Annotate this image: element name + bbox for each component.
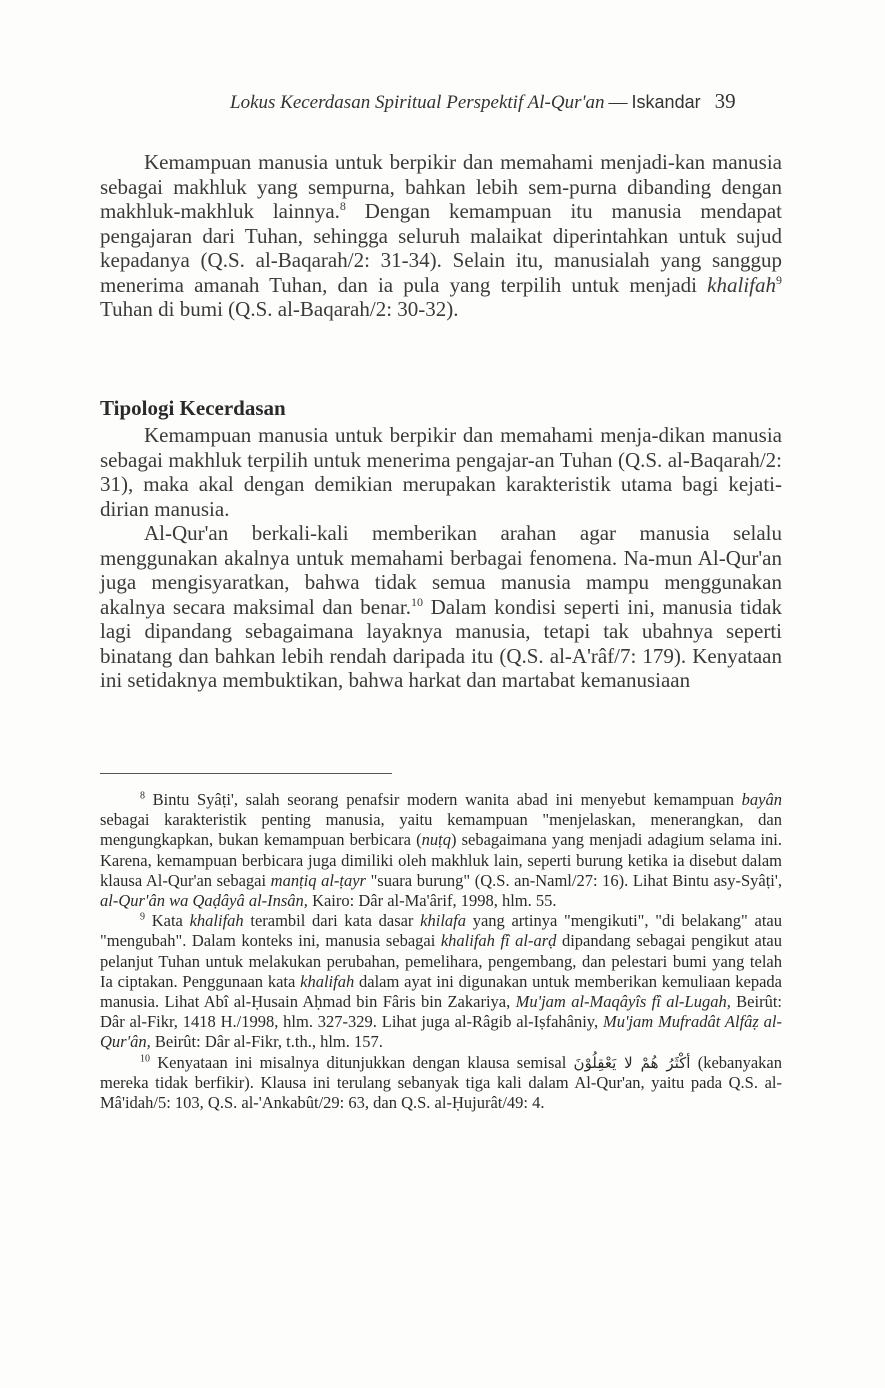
footnotes bbox=[100, 790, 782, 1113]
footnote-8-italic: manṭiq al-ṭayr bbox=[270, 870, 366, 890]
footnote-8-text: Kairo: Dâr al-Ma'ârif, 1998, hlm. 55. bbox=[307, 891, 557, 911]
footnote-8-text: ) sebagaimana yang menjadi adagium selama ini. Karena, kemampuan berbicara juga dimiliki oleh makhluk lain, seperti burung ketika ia disebut dalam klausa Al-Qur'an sebagai bbox=[100, 830, 782, 890]
footnote-8 bbox=[100, 790, 782, 911]
footnote-separator bbox=[100, 773, 392, 774]
footnote-8-italic: nuṭq bbox=[421, 830, 451, 850]
paragraph-1-text-c: Tuhan di bumi (Q.S. al-Baqarah/2: 30-32). bbox=[100, 297, 459, 321]
footnote-ref-9[interactable]: 9 bbox=[776, 272, 782, 287]
footnote-9-italic: khalifah fî al-arḍ bbox=[440, 931, 557, 951]
footnote-8-italic: bayân bbox=[741, 790, 782, 809]
paragraph-3 bbox=[100, 521, 782, 693]
footnote-9-text: Kata bbox=[145, 911, 190, 931]
footnote-9-number: 9 bbox=[140, 911, 145, 923]
footnote-9-text: terambil dari kata dasar bbox=[243, 911, 421, 931]
footnote-10 bbox=[100, 1053, 782, 1114]
paragraph-3-text-a: Al-Qur'an berkali-kali memberikan arahan agar manusia selalu menggunakan akalnya untuk memahami berbagai fenomena. Na-mun Al-Qur'an juga mengisyaratkan, bahwa tidak semua manusia mampu menggunakan akalnya secara maksimal dan benar. bbox=[100, 521, 782, 619]
footnote-9-italic: Mu'jam al-Maqâyîs fî al-Lugah, bbox=[515, 992, 731, 1012]
footnote-8-text: "suara burung" (Q.S. an-Naml/27: 16). Lihat Bintu asy-Syâṭi', bbox=[365, 870, 782, 890]
footnote-8-number: 8 bbox=[140, 790, 145, 802]
paragraph-3-text-b: Dalam kondisi seperti ini, manusia tidak lagi dipandang sebagaimana layaknya manusia, tetapi tak ubahnya seperti binatang dan bahkan lebih rendah daripada itu (Q.S. al-A'râf/7: 179). Kenyataan ini setidaknya membuktikan, bahwa harkat dan martabat kemanusiaan bbox=[100, 594, 783, 692]
footnote-9-text: Beirût: Dâr al-Fikr, 1418 H./1998, hlm. 327-329. Lihat juga al-Râgib al-Iṣfahâniy, bbox=[100, 992, 782, 1032]
footnote-10-text: (kebanyakan mereka tidak berfikir). Klausa ini terulang sebanyak tiga kali dalam Al-Qur'an, yaitu pada Q.S. al-Mâ'idah/5: 103, Q.S. al-'Ankabût/29: 63, dan Q.S. al-Ḥujurât/49: 4. bbox=[100, 1052, 783, 1113]
footnote-8-italic: al-Qur'ân wa Qaḍâyâ al-Insân, bbox=[100, 891, 308, 911]
paragraph-1-text-a: Kemampuan manusia untuk berpikir dan memahami menjadi-kan manusia sebagai makhluk yang sempurna, bahkan lebih sem-purna dibanding dengan makhluk-makhluk lainnya. bbox=[100, 150, 782, 223]
footnote-9-text: dipandang sebagai pengikut atau pelanjut Tuhan untuk melakukan perubahan, pemelihara, pengembang, dan pelestari bumi yang telah Ia ciptakan. Penggunaan kata bbox=[100, 931, 782, 991]
running-header bbox=[230, 88, 790, 116]
footnote-ref-8[interactable]: 8 bbox=[339, 199, 346, 213]
footnote-9-text: Beirût: Dâr al-Fikr, t.th., hlm. 157. bbox=[150, 1032, 383, 1052]
running-header-title: Lokus Kecerdasan Spiritual Perspektif Al-Qur'an bbox=[230, 92, 605, 113]
footnote-9-text: yang artinya "mengikuti", "di belakang" atau "mengubah". Dalam konteks ini, manusia sebagai bbox=[100, 911, 782, 951]
footnote-9-text: dalam ayat ini digunakan untuk memberikan kemuliaan kepada manusia. Lihat Abî al-Ḥusain Aḥmad bin Fâris bin Zakariya, bbox=[100, 971, 782, 1012]
paragraph-2-text: Kemampuan manusia untuk berpikir dan memahami menja-dikan manusia sebagai makhluk terpilih untuk menerima pengajar-an Tuhan (Q.S. al-Baqarah/2: 31), maka akal dengan demikian merupakan karakteristik utama bagi kejati-dirian manusia. bbox=[100, 423, 782, 521]
footnote-10-text: Kenyataan ini misalnya ditunjukkan dengan klausa semisal bbox=[150, 1052, 574, 1072]
footnote-ref-10[interactable]: 10 bbox=[411, 594, 423, 609]
footnote-8-text: sebagai karakteristik penting manusia, yaitu kemampuan "menjelaskan, menerangkan, dan mengungkapkan, bukan kemampuan berbicara ( bbox=[100, 810, 782, 850]
section-heading: Tipologi Kecerdasan bbox=[100, 396, 286, 420]
paragraph-1 bbox=[100, 150, 782, 322]
paragraph-2 bbox=[100, 423, 782, 693]
footnote-9-italic: khilafa bbox=[420, 911, 466, 931]
footnote-9-italic: khalifah bbox=[189, 911, 244, 931]
paragraph-1-text-b: Dengan kemampuan itu manusia mendapat pengajaran dari Tuhan, sehingga seluruh malaikat diperintahkan untuk sujud kepadanya (Q.S. al-Baqarah/2: 31-34). Selain itu, manusialah yang sanggup menerima amanah Tuhan, dan ia pula yang terpilih untuk menjadi bbox=[100, 199, 782, 297]
footnote-9 bbox=[100, 911, 782, 1052]
page-number: 39 bbox=[714, 89, 736, 113]
footnote-9-italic: khalifah bbox=[300, 971, 355, 991]
footnote-8-text: Bintu Syâṭi', salah seorang penafsir modern wanita abad ini menyebut kemampuan bbox=[145, 790, 742, 809]
running-header-dash: — bbox=[608, 92, 628, 113]
footnote-10-arabic: أكْثَرُ هُمْ لا يَعْقِلُوْنَ bbox=[573, 1053, 691, 1072]
running-header-author: Iskandar bbox=[631, 92, 701, 112]
footnote-10-number: 10 bbox=[140, 1053, 150, 1065]
paragraph-1-italic: khalifah bbox=[707, 272, 776, 297]
footnote-9-italic: Mu'jam Mufradât Alfâẓ al-Qur'ân, bbox=[100, 1012, 782, 1052]
